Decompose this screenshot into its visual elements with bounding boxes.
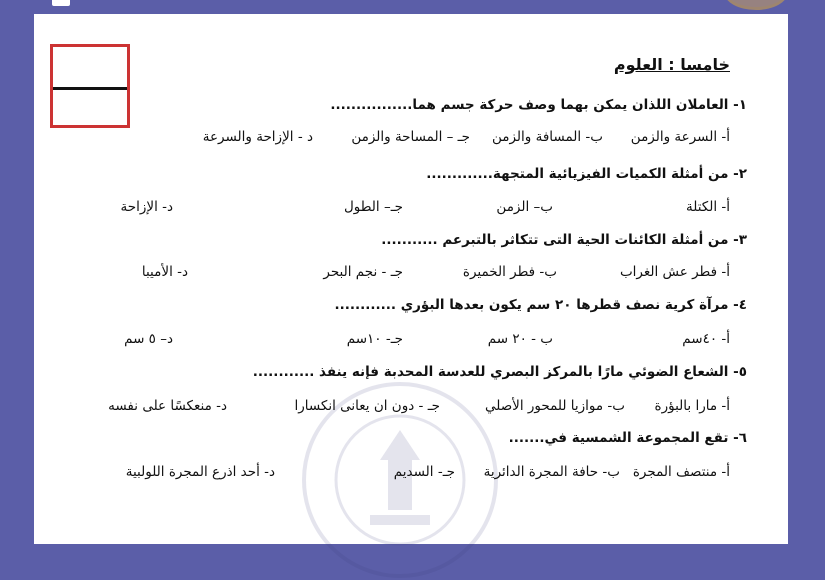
q1-option-a[interactable]: أ- السرعة والزمن (630, 129, 730, 145)
q3-option-a[interactable]: أ- فطر عش الغراب (619, 264, 730, 280)
q5-option-d[interactable]: د- منعكسًا على نفسه (108, 398, 227, 414)
q4-option-d[interactable]: د– ٥ سم (124, 331, 173, 347)
q3-option-c[interactable]: جـ - نجم البحر (323, 264, 403, 280)
q6-option-a[interactable]: أ- منتصف المجرة (632, 464, 730, 480)
q5-option-a[interactable]: أ- مارا بالبؤرة (654, 398, 730, 414)
q4-option-a[interactable]: أ- ٤٠سم (682, 331, 730, 347)
question-2: ٢- من أمثلة الكميات الفيزيائية المتجهة............. (426, 166, 747, 182)
q1-option-b[interactable]: ب- المسافة والزمن (491, 129, 603, 145)
question-5: ٥- الشعاع الضوئي مارًا بالمركز البصري للعدسة المحدبة فإنه ينفذ ............ (252, 364, 747, 380)
q2-option-c[interactable]: جـ– الطول (343, 199, 403, 215)
section-title: خامسا : العلوم (613, 55, 730, 74)
ministry-seal-icon (724, 0, 788, 10)
q6-option-b[interactable]: ب- حافة المجرة الدائرية (483, 464, 620, 480)
question-1: ١- العاملان اللذان يمكن بهما وصف حركة جسم هما................ (330, 97, 747, 113)
q1-option-d[interactable]: د - الإزاحة والسرعة (202, 129, 313, 145)
q4-option-c[interactable]: جـ- ١٠سم (346, 331, 403, 347)
q5-option-b[interactable]: ب- موازيا للمحور الأصلي (484, 398, 625, 414)
q2-option-a[interactable]: أ- الكتلة (685, 199, 730, 215)
page-corner-icon (52, 0, 70, 6)
q2-option-b[interactable]: ب– الزمن (496, 199, 553, 215)
q2-option-d[interactable]: د- الإزاحة (120, 199, 173, 215)
score-divider (53, 87, 127, 90)
question-3: ٣- من أمثلة الكائنات الحية التى تتكاثر بالتبرعم ........... (381, 232, 747, 248)
q1-option-c[interactable]: جـ – المساحة والزمن (351, 129, 470, 145)
score-box (50, 44, 130, 128)
q3-option-d[interactable]: د- الأميبا (141, 264, 188, 280)
question-4: ٤- مرآة كرية نصف قطرها ٢٠ سم يكون بعدها البؤري ............ (334, 297, 747, 313)
q6-option-c[interactable]: جـ- السديم (393, 464, 455, 480)
q5-option-c[interactable]: جـ - دون ان يعانى انكسارا (294, 398, 440, 414)
q4-option-b[interactable]: ب - ٢٠ سم (487, 331, 553, 347)
question-6: ٦- تقع المجموعة الشمسية في....... (508, 430, 747, 446)
q6-option-d[interactable]: د- أحد اذرع المجرة اللولبية (125, 464, 275, 480)
q3-option-b[interactable]: ب- فطر الخميرة (462, 264, 557, 280)
